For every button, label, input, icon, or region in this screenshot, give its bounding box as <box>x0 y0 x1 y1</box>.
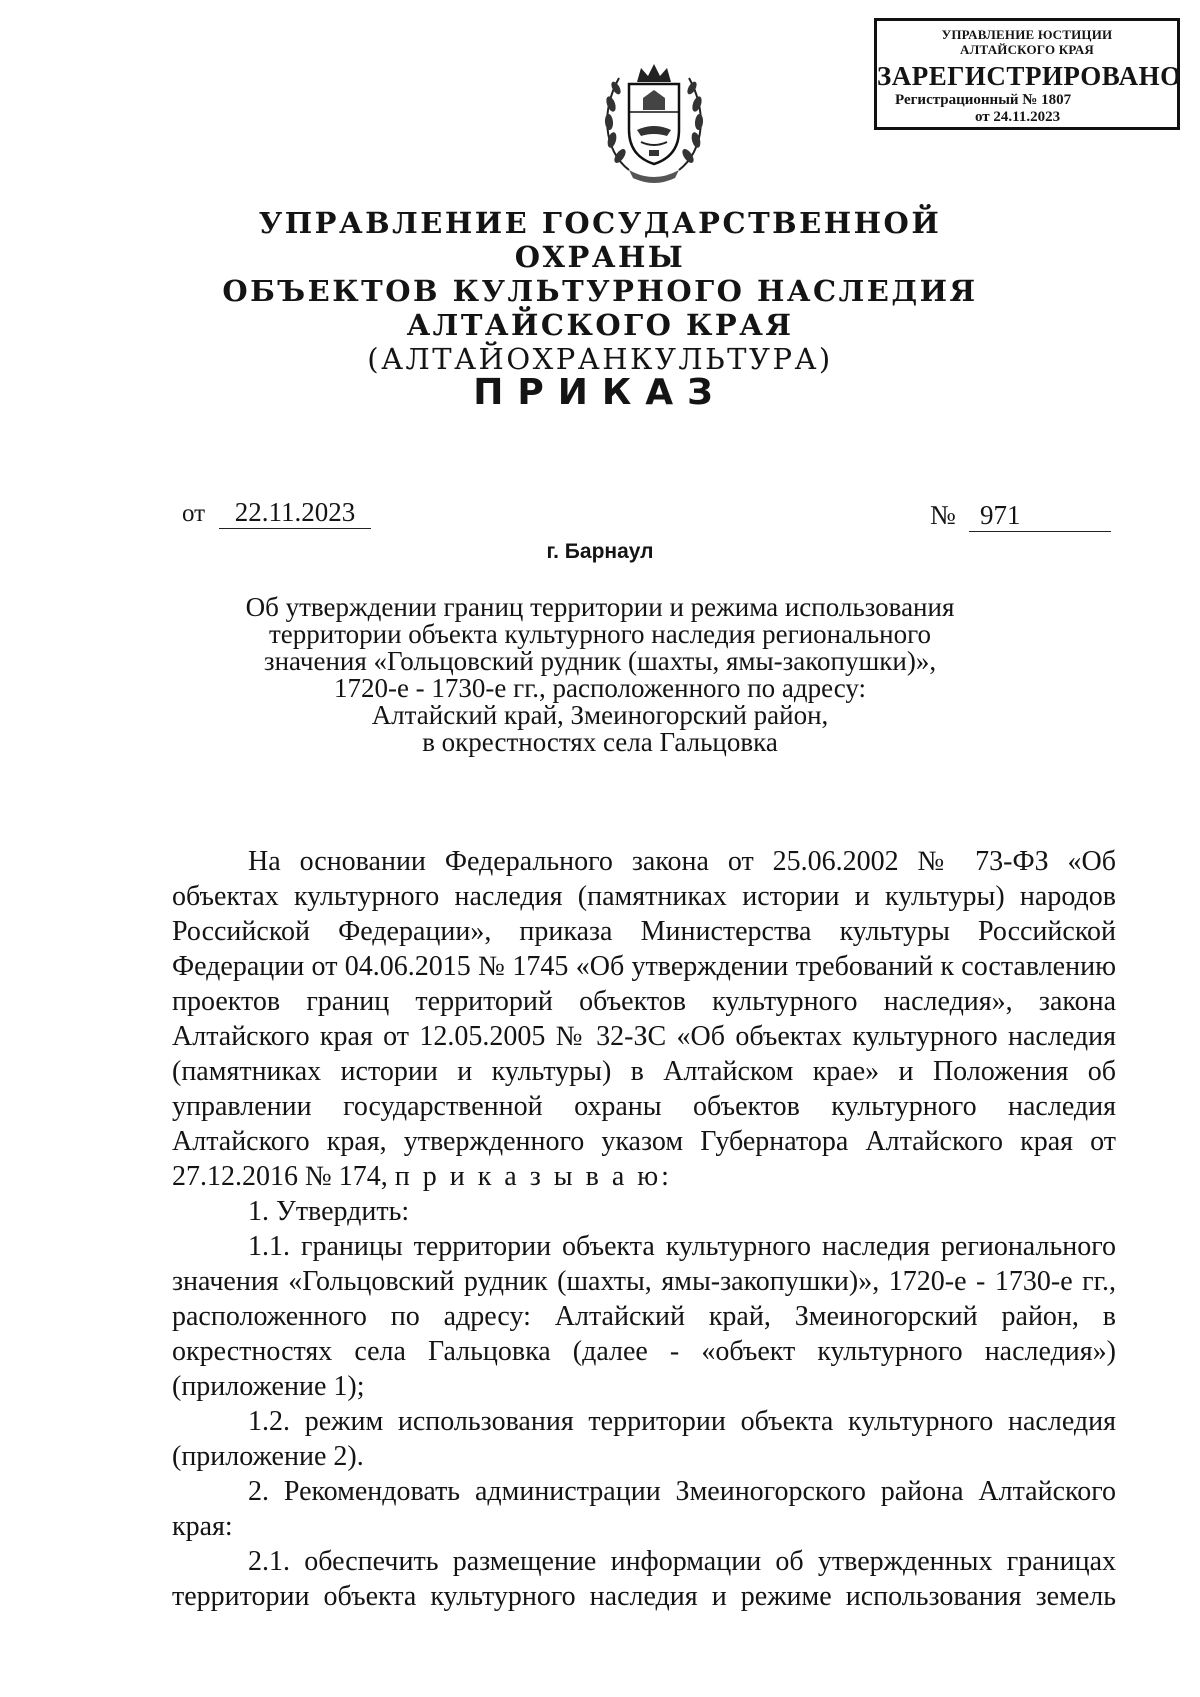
header-line1: УПРАВЛЕНИЕ ГОСУДАРСТВЕННОЙ ОХРАНЫ <box>258 206 942 274</box>
header-abbreviation: (АЛТАЙОХРАНКУЛЬТУРА) <box>367 342 833 376</box>
item-2-1: 2.1. обеспечить размещение информации об утвержденных границах территории объекта культурного наследия и режиме использования земель <box>172 1546 1116 1612</box>
decree-word: п р и к а з ы в а ю: <box>394 1161 672 1192</box>
document-number: 971 <box>969 500 1111 532</box>
preamble-text: На основании Федерального закона от 25.06.2002 № 73-ФЗ «Об объектах культурного наследия (памятниках истории и культуры) народов Российской Федерации», приказа Министерства культуры Российской Федерации от 04.06.2015 № 1745 «Об утверждении требований к составлению проектов границ территорий объектов культурного наследия», закона Алтайского края от 12.05.2005 № 32-ЗС «Об объектах культурного наследия (памятниках истории и культуры) в Алтайском крае» и Положения об управлении государственной охраны объектов культурного наследия Алтайского края, утвержденного указом Губернатора Алтайского края от 27.12.2016 № 174, <box>172 846 1116 1192</box>
item-2: 2. Рекомендовать администрации Змеиногорского района Алтайского края: <box>172 1476 1116 1542</box>
document-body <box>172 844 1116 1614</box>
stamp-reg-number: Регистрационный № 1807 <box>895 92 1072 108</box>
item-1-1: 1.1. границы территории объекта культурного наследия регионального значения «Гольцовский рудник (шахты, ямы-закопушки)», 1720-е - 1730-е гг., расположенного по адресу: Алтайский край, Змеиногорский район, в окрестностях села Гальцовка (далее - «объект культурного наследия») (приложение 1); <box>172 1231 1116 1402</box>
preamble-paragraph <box>172 844 1116 1194</box>
header-line2: ОБЪЕКТОВ КУЛЬТУРНОГО НАСЛЕДИЯ <box>222 274 978 308</box>
organization-header <box>200 206 1000 376</box>
registration-stamp <box>874 18 1180 130</box>
number-label: № <box>930 500 956 530</box>
stamp-org-line1: УПРАВЛЕНИЕ ЮСТИЦИИ <box>941 27 1113 42</box>
date-label: от <box>182 500 206 527</box>
document-type: ПРИКАЗ <box>473 372 727 413</box>
item-1: 1. Утвердить: <box>248 1196 410 1227</box>
document-date: 22.11.2023 <box>219 497 371 529</box>
stamp-org-line2: АЛТАЙСКОГО КРАЯ <box>960 42 1094 57</box>
header-line3: АЛТАЙСКОГО КРАЯ <box>406 308 794 342</box>
city: г. Барнаул <box>546 540 654 563</box>
title-line: в окрестностях села Гальцовка <box>422 727 778 757</box>
title-line: Алтайский край, Змеиногорский район, <box>371 700 829 730</box>
title-line: 1720-е - 1730-е гг., расположенного по адресу: <box>333 673 867 703</box>
title-line: территории объекта культурного наследия регионального <box>268 619 931 649</box>
title-line: значения «Гольцовский рудник (шахты, ямы-закопушки)», <box>263 646 937 676</box>
title-line: Об утверждении границ территории и режима использования <box>245 592 955 622</box>
item-1-2: 1.2. режим использования территории объекта культурного наследия (приложение 2). <box>172 1406 1116 1472</box>
altai-krai-coat-of-arms-icon <box>599 58 709 186</box>
document-title <box>200 594 1000 756</box>
stamp-status: ЗАРЕГИСТРИРОВАНО <box>877 61 1182 91</box>
stamp-reg-date: от 24.11.2023 <box>975 109 1061 125</box>
